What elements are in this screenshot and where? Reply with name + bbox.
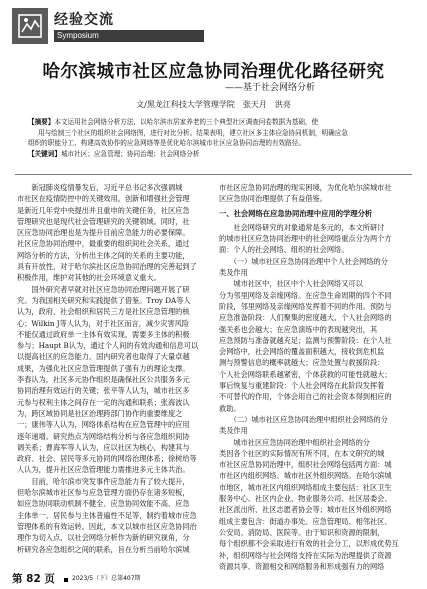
paragraph-line: 每个组织都不会采取进行有效的社会分工，以形成优势互 [219, 539, 399, 549]
paragraph-line: 人认为，提升社区应急管理能力需推进多元主体共治。 [17, 465, 190, 475]
paragraph-line: 不能仅通过政府单一主体有效实现，需要多主体的积极 [17, 329, 190, 339]
paragraph-line: 事后恢复与重建阶段：个人社会网络在此阶段发挥着 [219, 381, 385, 391]
paragraph-line: 区应急协同治理提供了有益借鉴。 [219, 194, 327, 204]
keywords: 城市社区；应急管理；协同治理；社会网络分析 [60, 149, 200, 158]
paragraph-line: 网络分析的方法，分析出主体之间的关系的主要功能， [17, 250, 190, 260]
paragraph-line: 政府、社会、居民等多元协同的网络治理体系；徐树给等 [17, 454, 197, 464]
paragraph-line: 李春认为，社区多元协作组织是确保社区公共服务多元 [17, 375, 190, 385]
paragraph-line: 市地区，城市社区内组织网络组成主要包括：社区卫生 [219, 482, 392, 492]
article-subtitle: ——基于社会网络分析 [225, 83, 316, 93]
paragraph-line: 逐年递增。研究热点为网络结构分析与各应急组织间协 [17, 431, 190, 441]
paragraph-line: 的城市社区应急协同治理中的社会网络重点分为两个方 [219, 234, 392, 244]
divider [15, 174, 412, 175]
subsection-heading-cont: 类及作用 [219, 426, 248, 436]
paragraph-line: 类因各个社区的实际情况有所不同，在本文研究的城 [219, 448, 385, 458]
left-column [17, 182, 209, 555]
paragraph-line: 城市社区应急协同治理中组织社会网络的分 [219, 437, 370, 447]
column-logo-icon [12, 8, 48, 44]
abstract-label: 【摘要】 [28, 118, 55, 126]
paragraph-line: 但哈尔滨城市社区参与应急管理方面仍存在诸多短板， [17, 488, 190, 498]
paragraph-line: 为，跨区域协同是社区治理跨部门协作的重要维度之 [17, 408, 183, 418]
paragraph-line: 新冠肺炎疫情暴发后，习近平总书记多次强调城 [17, 183, 183, 192]
right-column [219, 182, 411, 572]
paragraph-line: 社会网络研究的对象通常是多元的，本文所研讨 [219, 222, 385, 232]
abstract-line: 【摘要】本文运用社会网络分析方法，以哈尔滨市居家养老的三个典型社区调查问卷数据为基础，使 [28, 118, 319, 126]
paragraph-line: 分为邻里网络及亲缘网络。在应急生命周期的四个不同 [219, 290, 392, 300]
paragraph-line: 应急预防与准备就越充足；监测与预警阶段：在个人社 [219, 335, 392, 345]
paragraph-line: 析研究各应急组织之间的联系，旨在分析当前哈尔滨城 [17, 544, 190, 554]
abstract [28, 117, 400, 159]
paragraph-line: 面：个人的社会网络、组织的社会网络。 [219, 245, 349, 255]
paragraph-line: 目前，哈尔滨市突发事件应急能力有了较大提升， [17, 476, 190, 486]
paragraph-line: 测与预警信息的概率就越大；应急处置与救援阶段： [219, 358, 385, 368]
abstract-line: 组织的职能分工、构建高效协作的应急网络等是优化哈尔滨城市社区应急协同治理的有效路径。 [28, 139, 305, 148]
paragraph-line: 资源共享、资源相交和网络服务和形成强有力的网络 [219, 561, 385, 571]
author-line: 文/黑龙江科技大学管理学院 张天月 洪亮 [136, 100, 291, 109]
paragraph-line: 心；Wilkin J等人认为，对于社区而言，减少灾害风险 [17, 318, 190, 328]
paragraph-line: 强关系也会越大；在应急演练中的表现越突出，其 [219, 324, 378, 334]
paragraph-line: 市社区内组织网络、城市社区外组织网络。在哈尔滨城 [219, 471, 392, 481]
article-title: 哈尔滨城市社区应急协同治理优化路径研究 [42, 62, 385, 82]
paragraph-line: 市社区在疫情防控中的关键效用。创新和增强社会管理 [17, 194, 190, 204]
paragraph-line: 积极作用，维护对其他的社会环境意义重大。 [17, 273, 161, 283]
paragraph-line: 市社区应急协同治理中，组织社会网络包括两方面：城 [219, 460, 392, 470]
paragraph-line: 以提高社区的应急能力。国内研究者也取得了大量卓越 [17, 352, 190, 362]
paragraph-line: 个人社会网络联系越紧密，个体获救的可能性就越大； [219, 369, 392, 379]
column-header [0, 0, 427, 50]
paragraph-line: 元参与权利主体之间存在一定的沟通和联系；张海波认 [17, 397, 190, 407]
page-number: 第 82 页 [12, 573, 55, 585]
paragraph-line: 是新近几年党中央提出并且重申的关键任务，社区应急 [17, 205, 190, 215]
paragraph-line: 会网络中，社会网络的覆盖面积越大，接收到危机监 [219, 347, 385, 357]
paragraph-line: 阶段，邻里网络及亲缘网络发挥着不同的作用。预防与 [219, 301, 392, 311]
paragraph-line: 公安局、消防局、医院等。由于知识和资源的限制， [219, 527, 385, 537]
paragraph-line: 究。为我国相关研究和实践提供了借鉴。Troy DA等人 [17, 295, 191, 305]
paragraph-line: 救助。 [219, 403, 241, 413]
paragraph-line: 主体单一、居民参与主体普遍性不足等，制约着城市应急 [17, 510, 197, 520]
paragraph-line: 调关系；曹海军等人认为，应以社区为核心，构建其与 [17, 442, 190, 452]
keywords-line [28, 149, 400, 160]
subsection-heading: （二）城市社区应急协同治理中组织社会网络的分 [219, 414, 388, 424]
paragraph-line: 市社区应急协同治理的现实困境，为优化哈尔滨城市社 [219, 183, 392, 192]
paragraph-line: 应急准备阶段：人们聚集的密度越大、个人社会网络的 [219, 313, 392, 323]
paragraph-line: 成果，为强化社区应急管理提供了强有力的理论支撑。 [17, 363, 190, 373]
paragraph-line: 社区应急协同治理中，最重要的组织间社会关系，通过 [17, 239, 190, 249]
column-subtitle: Symposium [54, 30, 204, 42]
keywords-label: 【关键词】 [28, 149, 61, 158]
subsection-heading: （一）城市社区应急协同治理中个人社会网络的分 [219, 256, 388, 266]
paragraph-line: 组成主要包含：街道办事处、应急管理局、相邻社区、 [219, 516, 392, 526]
paragraph-line: 不可替代的作用，个体会用自己的社会资本得到相应的 [219, 392, 392, 402]
paragraph-line: 如应急协同联动机制不健全、应急协同效能不高、应急 [17, 499, 190, 509]
paragraph-line: 管理研究也是现代社会管理研究的关键领域。同时，社 [17, 216, 190, 226]
paragraph-line: 协同治理有效运行的关键；张平等人认为，城市社区多 [17, 386, 190, 396]
page-footer [0, 570, 427, 589]
paragraph-line: 补，组织网络与社会网络支持在实际为治理提供了资源 [219, 550, 392, 560]
paragraph-line: 理作为切入点，以社会网络分析作为新的研究视角，分 [17, 533, 190, 543]
footer-marker [64, 578, 68, 582]
issue-info: 2023/5（下）总第407期 [72, 575, 141, 582]
abstract-line: 用与绘制三个社区的组织社会网络图，进行对比分析。结果表明，建立社区多主体应急协同机制，明确应急 [38, 128, 348, 137]
paragraph-line: 具有开放性，对于哈尔滨社区应急协同治理的完善起到了 [17, 262, 197, 272]
paragraph-line: 认为，政府、社会组织和居民三方是社区应急管理的核 [17, 307, 190, 317]
paragraph-line: 管理体系的有效运转。因此，本文以城市社区应急协同治 [17, 521, 197, 531]
subsection-heading-cont: 类及作用 [219, 268, 248, 278]
paragraph-line: 国外研究者早就对社区应急协同治理问题开展了研 [17, 284, 190, 294]
paragraph-line: 参与；Haupt B认为，通过个人间的有效沟通和信息可以 [17, 341, 199, 351]
paragraph-line: 一；康伟等人认为，网络体系结构在应急管理中的应用 [17, 420, 190, 430]
section-heading: 一、社会网络在应急协同治理中应用的学理分析 [219, 208, 373, 218]
paragraph-line: 区应急协同治理也是为提升目前应急能力的必要保障。 [17, 228, 190, 238]
column-title: 经验交流 [54, 12, 114, 28]
paragraph-line: 社区派出所、社区志愿者协会等；城市社区外组织网络 [219, 505, 392, 515]
paragraph-line: 服务中心、社区内企业、物业服务公司、社区居委会、 [219, 494, 392, 504]
paragraph-line: 城市社区中，社区中个人社会网络又可以 [219, 279, 363, 289]
